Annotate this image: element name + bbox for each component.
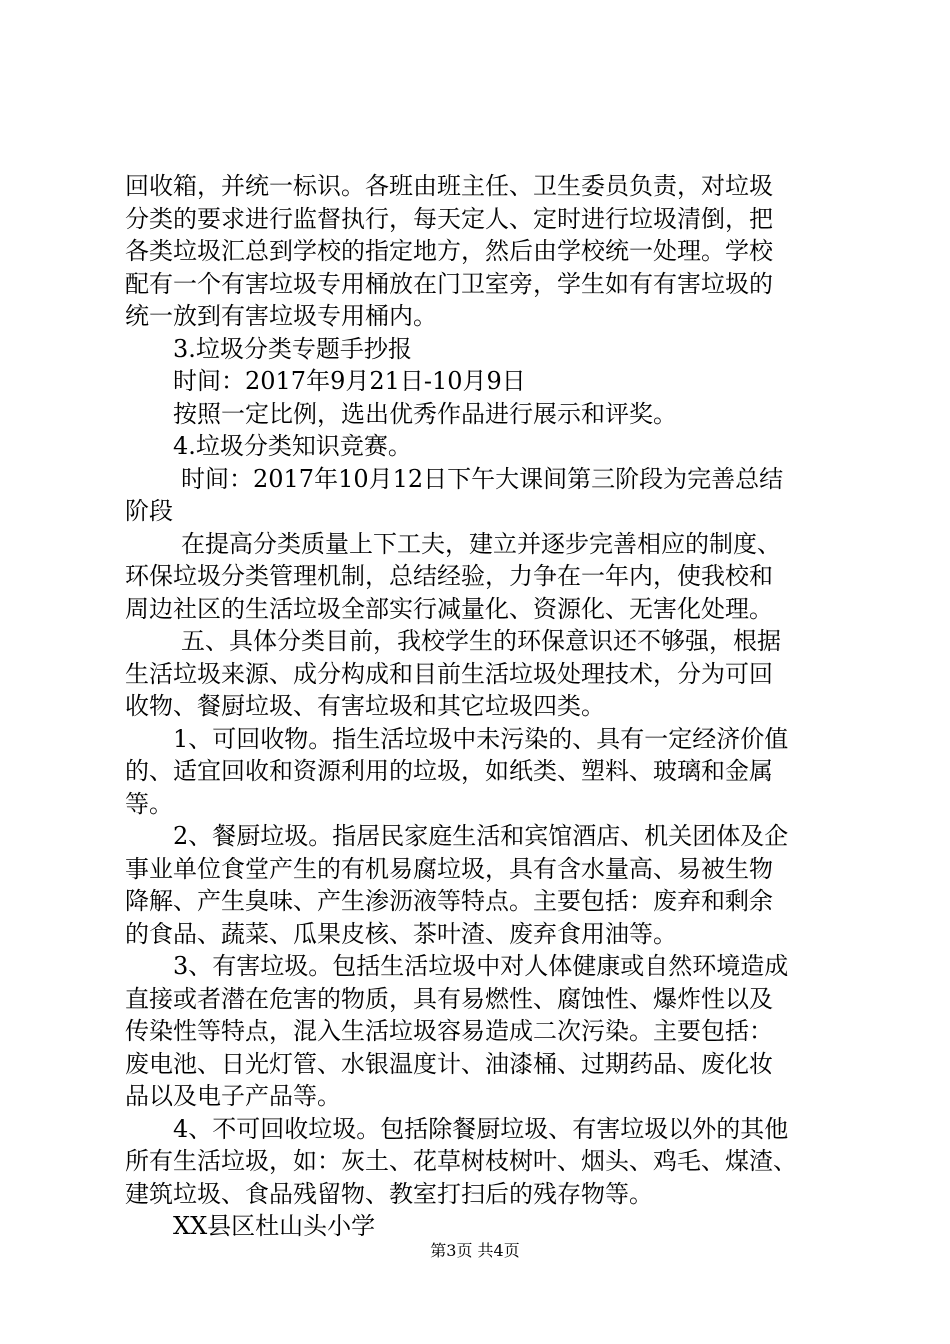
page-number: 第3页 共4页 — [430, 1241, 520, 1260]
text-line: 等。 — [125, 789, 173, 818]
paragraph-quiz-heading — [125, 430, 830, 463]
text-line: 4、不可回收垃圾。包括除餐厨垃圾、有害垃圾以外的其他 — [173, 1114, 789, 1143]
paragraph-poster-award — [125, 398, 830, 431]
text-line: 在提高分类质量上下工夫，建立并逐步完善相应的制度、 — [181, 529, 781, 558]
text-line: 时间：2017年10月12日下午大课间第三阶段为完善总结 — [181, 464, 784, 493]
text-line: 1、可回收物。指生活垃圾中未污染的、具有一定经济价值 — [173, 724, 789, 753]
text-line: 周边社区的生活垃圾全部实行减量化、资源化、无害化处理。 — [125, 594, 773, 623]
text-line: 传染性等特点，混入生活垃圾容易造成二次污染。主要包括： — [125, 1017, 773, 1045]
paragraph-collection-bins — [125, 170, 830, 333]
text-line: 所有生活垃圾，如：灰土、花草树枝树叶、烟头、鸡毛、煤渣、 — [125, 1147, 797, 1175]
text-line: 分类的要求进行监督执行，每天定人、定时进行垃圾清倒，把 — [125, 204, 773, 233]
paragraph-kitchen-waste — [125, 820, 830, 950]
text-line: 2、餐厨垃圾。指居民家庭生活和宾馆酒店、机关团体及企 — [173, 822, 789, 850]
text-line: 事业单位食堂产生的有机易腐垃圾，具有含水量高、易被生物 — [125, 854, 773, 883]
paragraph-hazardous-waste — [125, 950, 830, 1113]
paragraph-recyclables — [125, 723, 830, 821]
text-line: 3.垃圾分类专题手抄报 — [173, 334, 412, 363]
text-line: 的食品、蔬菜、瓜果皮核、茶叶渣、废弃食用油等。 — [125, 919, 677, 948]
paragraph-signature-school — [125, 1210, 830, 1243]
text-line: 回收箱，并统一标识。各班由班主任、卫生委员负责，对垃圾 — [125, 172, 773, 200]
text-line: 废电池、日光灯管、水银温度计、油漆桶、过期药品、废化妆 — [125, 1049, 773, 1078]
text-line: 3、有害垃圾。包括生活垃圾中对人体健康或自然环境造成 — [173, 952, 789, 980]
text-line: 降解、产生臭味、产生渗沥液等特点。主要包括：废弃和剩余 — [125, 887, 773, 915]
text-line: 4.垃圾分类知识竞赛。 — [173, 432, 412, 460]
text-line: 各类垃圾汇总到学校的指定地方，然后由学校统一处理。学校 — [125, 237, 773, 265]
text-line: 直接或者潜在危害的物质，具有易燃性、腐蚀性、爆炸性以及 — [125, 984, 773, 1013]
paragraph-poster-time — [125, 365, 830, 398]
text-line: 生活垃圾来源、成分构成和目前生活垃圾处理技术，分为可回 — [125, 659, 773, 688]
paragraph-quiz-time — [125, 463, 830, 528]
paragraph-classification-intro — [125, 625, 830, 723]
text-line: 环保垃圾分类管理机制，总结经验，力争在一年内，使我校和 — [125, 562, 773, 590]
page-footer — [0, 1240, 950, 1262]
text-line: XX县区杜山头小学 — [173, 1212, 376, 1240]
text-line: 阶段 — [125, 497, 173, 525]
paragraph-poster-heading — [125, 333, 830, 366]
text-line: 建筑垃圾、食品残留物、教室打扫后的残存物等。 — [125, 1179, 653, 1208]
text-line: 五、具体分类目前，我校学生的环保意识还不够强，根据 — [181, 627, 781, 655]
text-line: 按照一定比例，选出优秀作品进行展示和评奖。 — [173, 399, 677, 428]
paragraph-non-recyclable — [125, 1113, 830, 1211]
text-line: 品以及电子产品等。 — [125, 1082, 341, 1110]
text-line: 统一放到有害垃圾专用桶内。 — [125, 302, 437, 330]
text-line: 时间：2017年9月21日-10月9日 — [173, 367, 526, 395]
text-line: 配有一个有害垃圾专用桶放在门卫室旁，学生如有有害垃圾的 — [125, 269, 773, 298]
document-body — [125, 170, 830, 1243]
paragraph-stage-summary — [125, 528, 830, 626]
text-line: 的、适宜回收和资源利用的垃圾，如纸类、塑料、玻璃和金属 — [125, 757, 773, 785]
text-line: 收物、餐厨垃圾、有害垃圾和其它垃圾四类。 — [125, 692, 605, 720]
